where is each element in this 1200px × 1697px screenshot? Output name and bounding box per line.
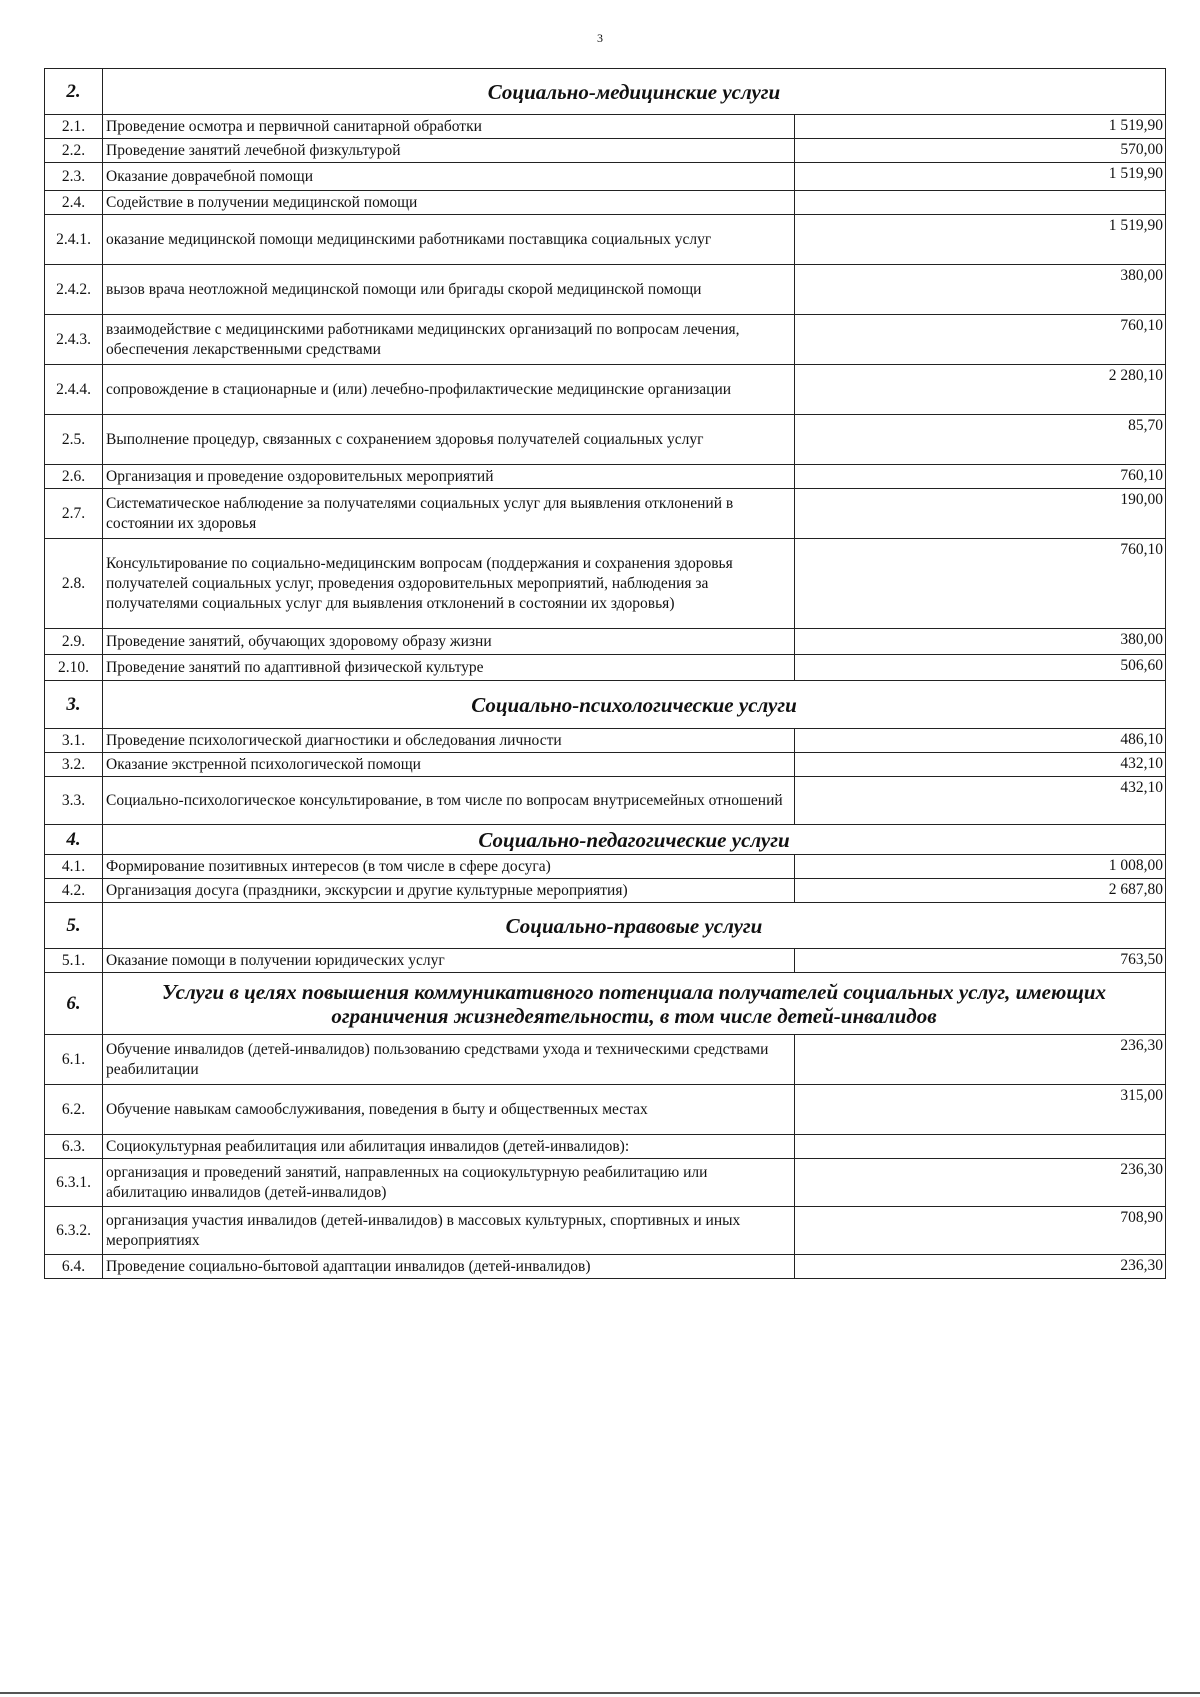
service-price: 190,00 (795, 489, 1166, 539)
service-price: 760,10 (795, 465, 1166, 489)
service-row (45, 115, 1166, 139)
section-title: Социально-медицинские услуги (103, 69, 1166, 115)
service-name: Оказание экстренной психологической помощи (103, 753, 795, 777)
service-price: 380,00 (795, 629, 1166, 655)
service-number: 2.4.1. (45, 215, 103, 265)
service-row (45, 1159, 1166, 1207)
service-row (45, 489, 1166, 539)
service-row (45, 1085, 1166, 1135)
service-row (45, 855, 1166, 879)
service-number: 2.3. (45, 163, 103, 191)
section-title: Социально-педагогические услуги (103, 825, 1166, 855)
section-number: 4. (45, 825, 103, 855)
service-number: 6.2. (45, 1085, 103, 1135)
service-price: 1 008,00 (795, 855, 1166, 879)
service-name: сопровождение в стационарные и (или) лечебно-профилактические медицинские организации (103, 365, 795, 415)
service-number: 4.2. (45, 879, 103, 903)
service-name: Проведение занятий по адаптивной физической культуре (103, 655, 795, 681)
service-name: Социально-психологическое консультирование, в том числе по вопросам внутрисемейных отношений (103, 777, 795, 825)
section-number: 3. (45, 681, 103, 729)
service-number: 2.2. (45, 139, 103, 163)
service-name: Проведение занятий лечебной физкультурой (103, 139, 795, 163)
service-row (45, 879, 1166, 903)
service-row (45, 163, 1166, 191)
service-row (45, 753, 1166, 777)
service-name: Проведение занятий, обучающих здоровому образу жизни (103, 629, 795, 655)
page-bottom-rule (0, 1692, 1200, 1694)
service-price: 2 280,10 (795, 365, 1166, 415)
service-row (45, 629, 1166, 655)
service-number: 2.10. (45, 655, 103, 681)
service-price: 432,10 (795, 753, 1166, 777)
service-number: 2.7. (45, 489, 103, 539)
service-price: 506,60 (795, 655, 1166, 681)
service-price: 236,30 (795, 1035, 1166, 1085)
service-number: 6.1. (45, 1035, 103, 1085)
section-header-row (45, 825, 1166, 855)
service-row (45, 655, 1166, 681)
service-name: взаимодействие с медицинскими работниками медицинских организаций по вопросам лечения, обеспечения лекарственными средствами (103, 315, 795, 365)
service-number: 2.6. (45, 465, 103, 489)
service-number: 2.5. (45, 415, 103, 465)
service-number: 5.1. (45, 949, 103, 973)
service-number: 4.1. (45, 855, 103, 879)
service-row (45, 1255, 1166, 1279)
service-name: Формирование позитивных интересов (в том числе в сфере досуга) (103, 855, 795, 879)
service-number: 6.3. (45, 1135, 103, 1159)
service-row (45, 729, 1166, 753)
service-name: Консультирование по социально-медицинским вопросам (поддержания и сохранения здоровья получателей социальных услуг, проведения оздоровительных мероприятий, наблюдения за получателями социальных услуг для выявления отклонений в состоянии их здоровья) (103, 539, 795, 629)
service-row (45, 1207, 1166, 1255)
service-price: 85,70 (795, 415, 1166, 465)
service-row (45, 415, 1166, 465)
section-header-row (45, 681, 1166, 729)
service-row (45, 949, 1166, 973)
service-price: 760,10 (795, 539, 1166, 629)
service-number: 2.9. (45, 629, 103, 655)
service-number: 2.1. (45, 115, 103, 139)
service-price: 1 519,90 (795, 163, 1166, 191)
service-number: 3.3. (45, 777, 103, 825)
service-name: Проведение социально-бытовой адаптации инвалидов (детей-инвалидов) (103, 1255, 795, 1279)
service-name: оказание медицинской помощи медицинскими работниками поставщика социальных услуг (103, 215, 795, 265)
service-name: Оказание помощи в получении юридических услуг (103, 949, 795, 973)
section-number: 5. (45, 903, 103, 949)
service-number: 3.2. (45, 753, 103, 777)
service-number: 6.3.2. (45, 1207, 103, 1255)
table-body (45, 69, 1166, 1279)
service-price: 315,00 (795, 1085, 1166, 1135)
section-number: 2. (45, 69, 103, 115)
service-row (45, 1135, 1166, 1159)
service-price: 2 687,80 (795, 879, 1166, 903)
service-row (45, 315, 1166, 365)
service-row (45, 1035, 1166, 1085)
section-header-row (45, 973, 1166, 1035)
service-name: Выполнение процедур, связанных с сохранением здоровья получателей социальных услуг (103, 415, 795, 465)
service-price: 236,30 (795, 1159, 1166, 1207)
service-price: 432,10 (795, 777, 1166, 825)
service-price: 760,10 (795, 315, 1166, 365)
service-name: Организация досуга (праздники, экскурсии и другие культурные мероприятия) (103, 879, 795, 903)
service-name: Оказание доврачебной помощи (103, 163, 795, 191)
service-price: 1 519,90 (795, 215, 1166, 265)
section-title: Социально-психологические услуги (103, 681, 1166, 729)
service-row (45, 365, 1166, 415)
service-name: Проведение осмотра и первичной санитарной обработки (103, 115, 795, 139)
service-price: 486,10 (795, 729, 1166, 753)
section-title: Услуги в целях повышения коммуникативного потенциала получателей социальных услуг, имеющих ограничения жизнедеятельности, в том числе детей-инвалидов (103, 973, 1166, 1035)
service-row (45, 465, 1166, 489)
service-number: 6.4. (45, 1255, 103, 1279)
service-number: 6.3.1. (45, 1159, 103, 1207)
section-title: Социально-правовые услуги (103, 903, 1166, 949)
service-row (45, 539, 1166, 629)
service-row (45, 139, 1166, 163)
service-price: 1 519,90 (795, 115, 1166, 139)
service-number: 2.4.4. (45, 365, 103, 415)
service-row (45, 265, 1166, 315)
service-price: 570,00 (795, 139, 1166, 163)
services-price-table (44, 68, 1166, 1279)
page-number: 3 (597, 31, 603, 45)
section-header-row (45, 69, 1166, 115)
service-name: Систематическое наблюдение за получателями социальных услуг для выявления отклонений в состоянии их здоровья (103, 489, 795, 539)
service-price (795, 191, 1166, 215)
service-name: Содействие в получении медицинской помощи (103, 191, 795, 215)
section-header-row (45, 903, 1166, 949)
service-price: 380,00 (795, 265, 1166, 315)
service-row (45, 215, 1166, 265)
service-name: организация участия инвалидов (детей-инвалидов) в массовых культурных, спортивных и иных мероприятиях (103, 1207, 795, 1255)
service-name: организация и проведений занятий, направленных на социокультурную реабилитацию или абилитацию инвалидов (детей-инвалидов) (103, 1159, 795, 1207)
service-name: Социокультурная реабилитация или абилитация инвалидов (детей-инвалидов): (103, 1135, 795, 1159)
service-name: Проведение психологической диагностики и обследования личности (103, 729, 795, 753)
service-name: Организация и проведение оздоровительных мероприятий (103, 465, 795, 489)
service-number: 3.1. (45, 729, 103, 753)
service-number: 2.4. (45, 191, 103, 215)
service-name: Обучение инвалидов (детей-инвалидов) пользованию средствами ухода и техническими средствами реабилитации (103, 1035, 795, 1085)
service-name: вызов врача неотложной медицинской помощи или бригады скорой медицинской помощи (103, 265, 795, 315)
service-number: 2.4.3. (45, 315, 103, 365)
service-number: 2.4.2. (45, 265, 103, 315)
service-price: 708,90 (795, 1207, 1166, 1255)
service-name: Обучение навыкам самообслуживания, поведения в быту и общественных местах (103, 1085, 795, 1135)
service-row (45, 777, 1166, 825)
service-number: 2.8. (45, 539, 103, 629)
service-price (795, 1135, 1166, 1159)
service-price: 763,50 (795, 949, 1166, 973)
section-number: 6. (45, 973, 103, 1035)
service-price: 236,30 (795, 1255, 1166, 1279)
service-row (45, 191, 1166, 215)
